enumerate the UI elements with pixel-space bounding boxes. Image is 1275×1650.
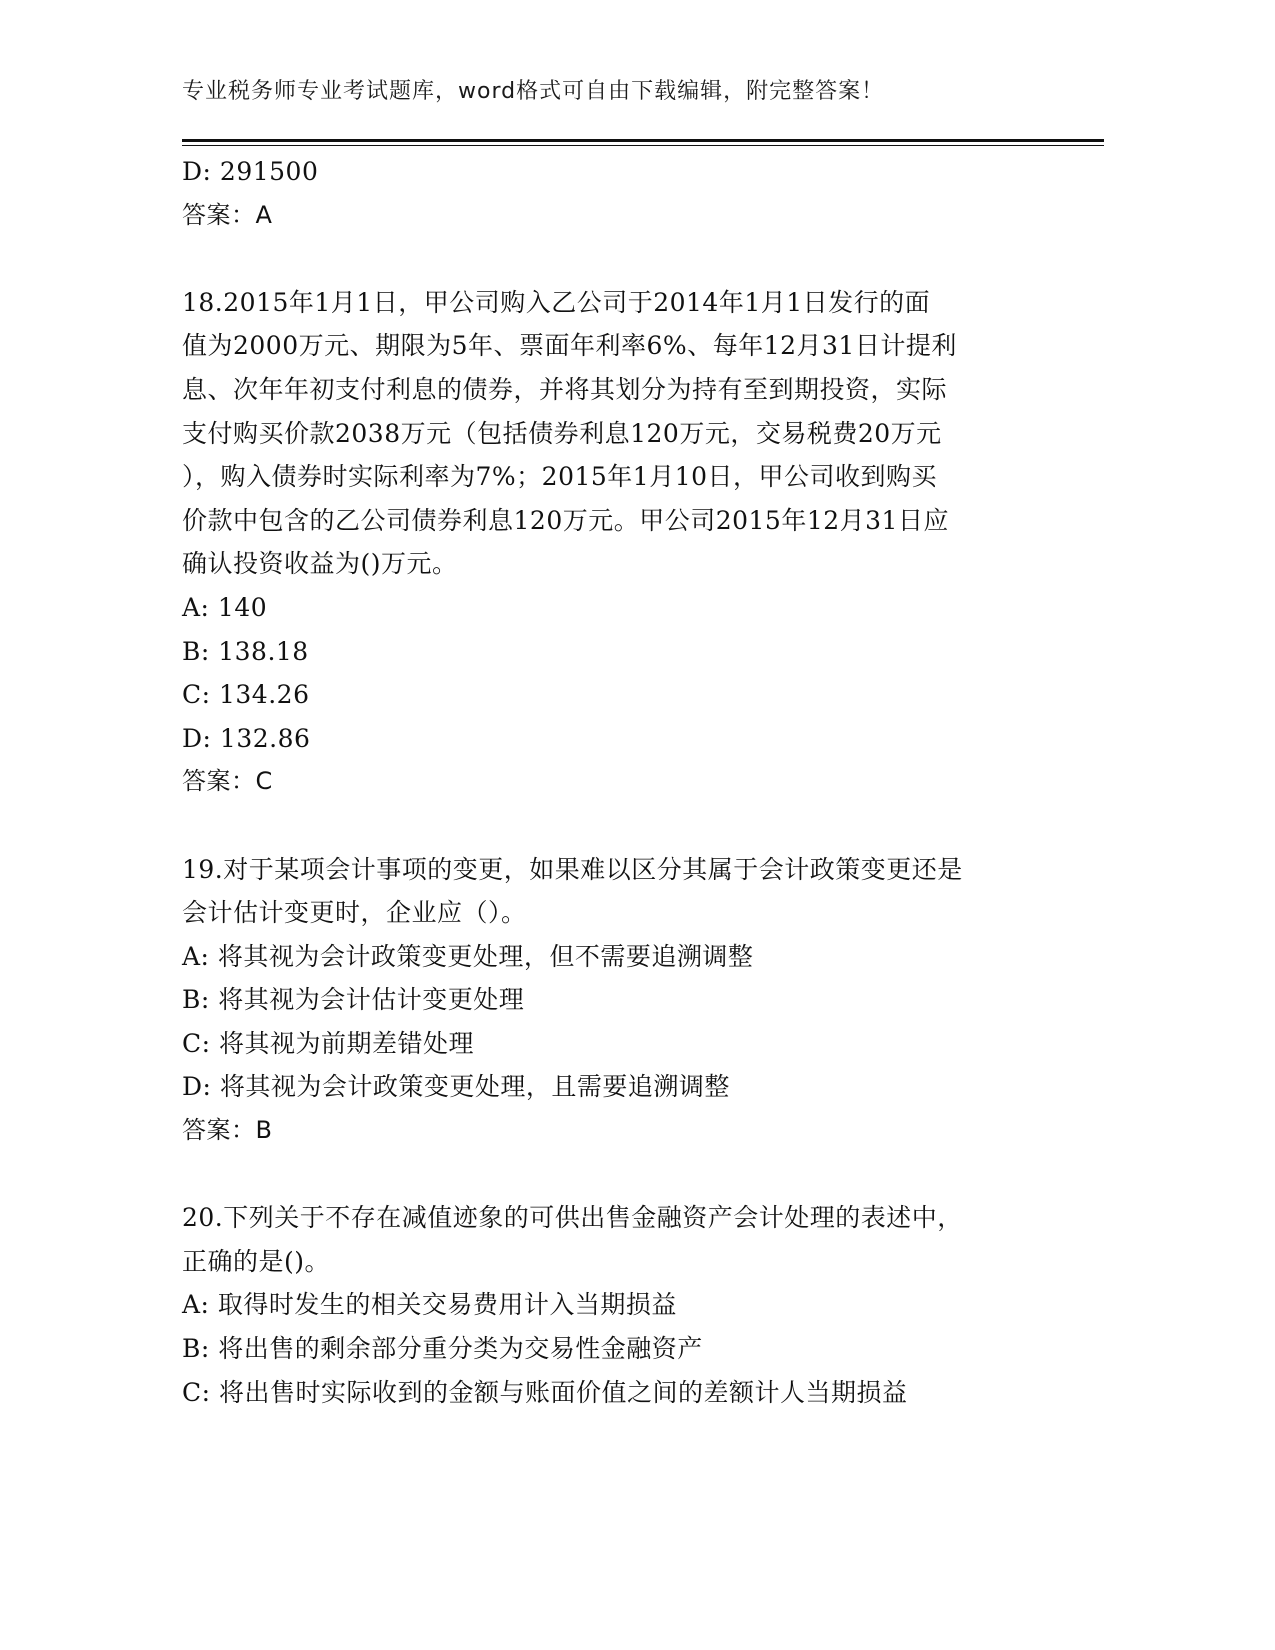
answer: 答案：B <box>182 1116 273 1145</box>
option-a: A: 将其视为会计政策变更处理，但不需要追溯调整 <box>182 941 754 971</box>
question-stem-line: 确认投资收益为()万元。 <box>182 549 458 579</box>
question-19 <box>182 848 1042 1153</box>
question-stem-line: 息、次年年初支付利息的债券，并将其划分为持有至到期投资，实际 <box>182 374 948 404</box>
question-stem-line: ），购入债券时实际利率为7%；2015年1月10日，甲公司收到购买 <box>182 462 938 492</box>
document-body <box>182 150 1042 1414</box>
header-rule-thick <box>182 139 1104 142</box>
option-b: B: 138.18 <box>182 636 309 666</box>
question-stem-line: 20.下列关于不存在减值迹象的可供出售金融资产会计处理的表述中， <box>182 1203 963 1233</box>
option-c: C: 将出售时实际收到的金额与账面价值之间的差额计人当期损益 <box>182 1377 908 1407</box>
answer: 答案：C <box>182 767 273 796</box>
spacer <box>182 804 1042 848</box>
option-b: B: 将出售的剩余部分重分类为交易性金融资产 <box>182 1334 703 1364</box>
question-stem-line: 会计估计变更时，企业应（）。 <box>182 898 527 928</box>
question-20 <box>182 1196 1042 1414</box>
option-d: D: 291500 <box>182 157 319 186</box>
page-header: 专业税务师专业考试题库，word格式可自由下载编辑，附完整答案！ <box>182 79 885 104</box>
question-stem-line: 支付购买价款2038万元（包括债券利息120万元，交易税费20万元 <box>182 418 942 448</box>
option-c: C: 134.26 <box>182 680 310 710</box>
question-stem-line: 价款中包含的乙公司债券利息120万元。甲公司2015年12月31日应 <box>182 505 949 535</box>
option-a: A: 取得时发生的相关交易费用计入当期损益 <box>182 1290 677 1320</box>
answer: 答案：A <box>182 200 273 229</box>
question-stem-line: 正确的是()。 <box>182 1246 331 1276</box>
question-18 <box>182 281 1042 804</box>
option-b: B: 将其视为会计估计变更处理 <box>182 985 525 1015</box>
spacer <box>182 1153 1042 1197</box>
option-d: D: 132.86 <box>182 723 311 753</box>
option-a: A: 140 <box>182 592 268 622</box>
question-stem-line: 18.2015年1月1日，甲公司购入乙公司于2014年1月1日发行的面 <box>182 287 931 317</box>
header-rule-thin <box>182 145 1104 146</box>
option-c: C: 将其视为前期差错处理 <box>182 1028 474 1058</box>
spacer <box>182 237 1042 281</box>
question-stem-line: 19.对于某项会计事项的变更，如果难以区分其属于会计政策变更还是 <box>182 854 963 884</box>
question-stem-line: 值为2000万元、期限为5年、票面年利率6%、每年12月31日计提利 <box>182 331 957 361</box>
option-d: D: 将其视为会计政策变更处理，且需要追溯调整 <box>182 1072 730 1102</box>
